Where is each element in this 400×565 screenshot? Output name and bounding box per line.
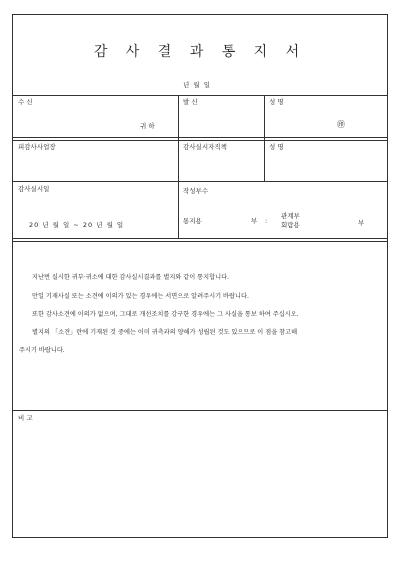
sender-label: 발 신 [183, 98, 198, 106]
body-line-1: 지난번 실시한 귀부·귀소에 대한 감사실시결과를 별지와 같이 통지합니다. [32, 274, 230, 281]
remarks-label: 비 고 [18, 414, 33, 422]
body-line-2: 만일 기재사실 또는 소견에 이의가 있는 경우에는 서면으로 알려주시기 바랍니다. [32, 293, 249, 300]
body-line-4: 별지의 「소견」란에 기재된 것 중에는 이미 귀측과의 양해가 성립된 것도 있으므로 이 점을 참고해 [32, 329, 298, 336]
issue-date: 년 월 일 [183, 81, 211, 89]
divider-right [264, 95, 265, 181]
copies-notice-unit: 부 [251, 217, 258, 225]
body-line-5: 주시기 바랍니다. [19, 347, 65, 354]
auditor-name-label: 성 명 [269, 143, 284, 151]
form-title: 감 사 결 과 통 지 서 [93, 44, 307, 60]
copies-separator: : [265, 217, 268, 225]
rule-body [13, 410, 387, 411]
rule-row2 [13, 181, 387, 182]
audit-date-label: 감사실시일 [18, 185, 50, 193]
notice-form [12, 14, 388, 538]
rule-row3b [13, 241, 387, 242]
body-line-3: 또한 감사소견에 이의가 없으며, 그대로 개선조치를 강구한 경우에는 그 사실을 통보 하여 주십시오. [32, 311, 299, 318]
seal-mark: ㊞ [337, 120, 345, 129]
copies-related-unit: 부 [358, 219, 365, 227]
divider-mid [178, 95, 179, 238]
copies-related-label-2: 회람용 [281, 221, 300, 229]
rule-header [13, 95, 387, 96]
rule-row1b [13, 140, 387, 141]
audit-date-value: 20 년 월 일 ~ 20 년 월 일 [29, 221, 125, 229]
audited-business-label: 피감사사업장 [18, 143, 56, 151]
auditor-position-label: 감사실시자직책 [183, 143, 227, 151]
copies-related-label-1: 관계부 [281, 212, 300, 220]
recipient-suffix: 귀 하 [140, 122, 155, 130]
copies-label: 작성부수 [183, 187, 209, 195]
copies-notice-label: 통지용 [183, 217, 202, 225]
recipient-label: 수 신 [18, 98, 33, 106]
rule-row3 [13, 238, 387, 239]
sender-name-label: 성 명 [269, 98, 284, 106]
rule-row1 [13, 137, 387, 138]
